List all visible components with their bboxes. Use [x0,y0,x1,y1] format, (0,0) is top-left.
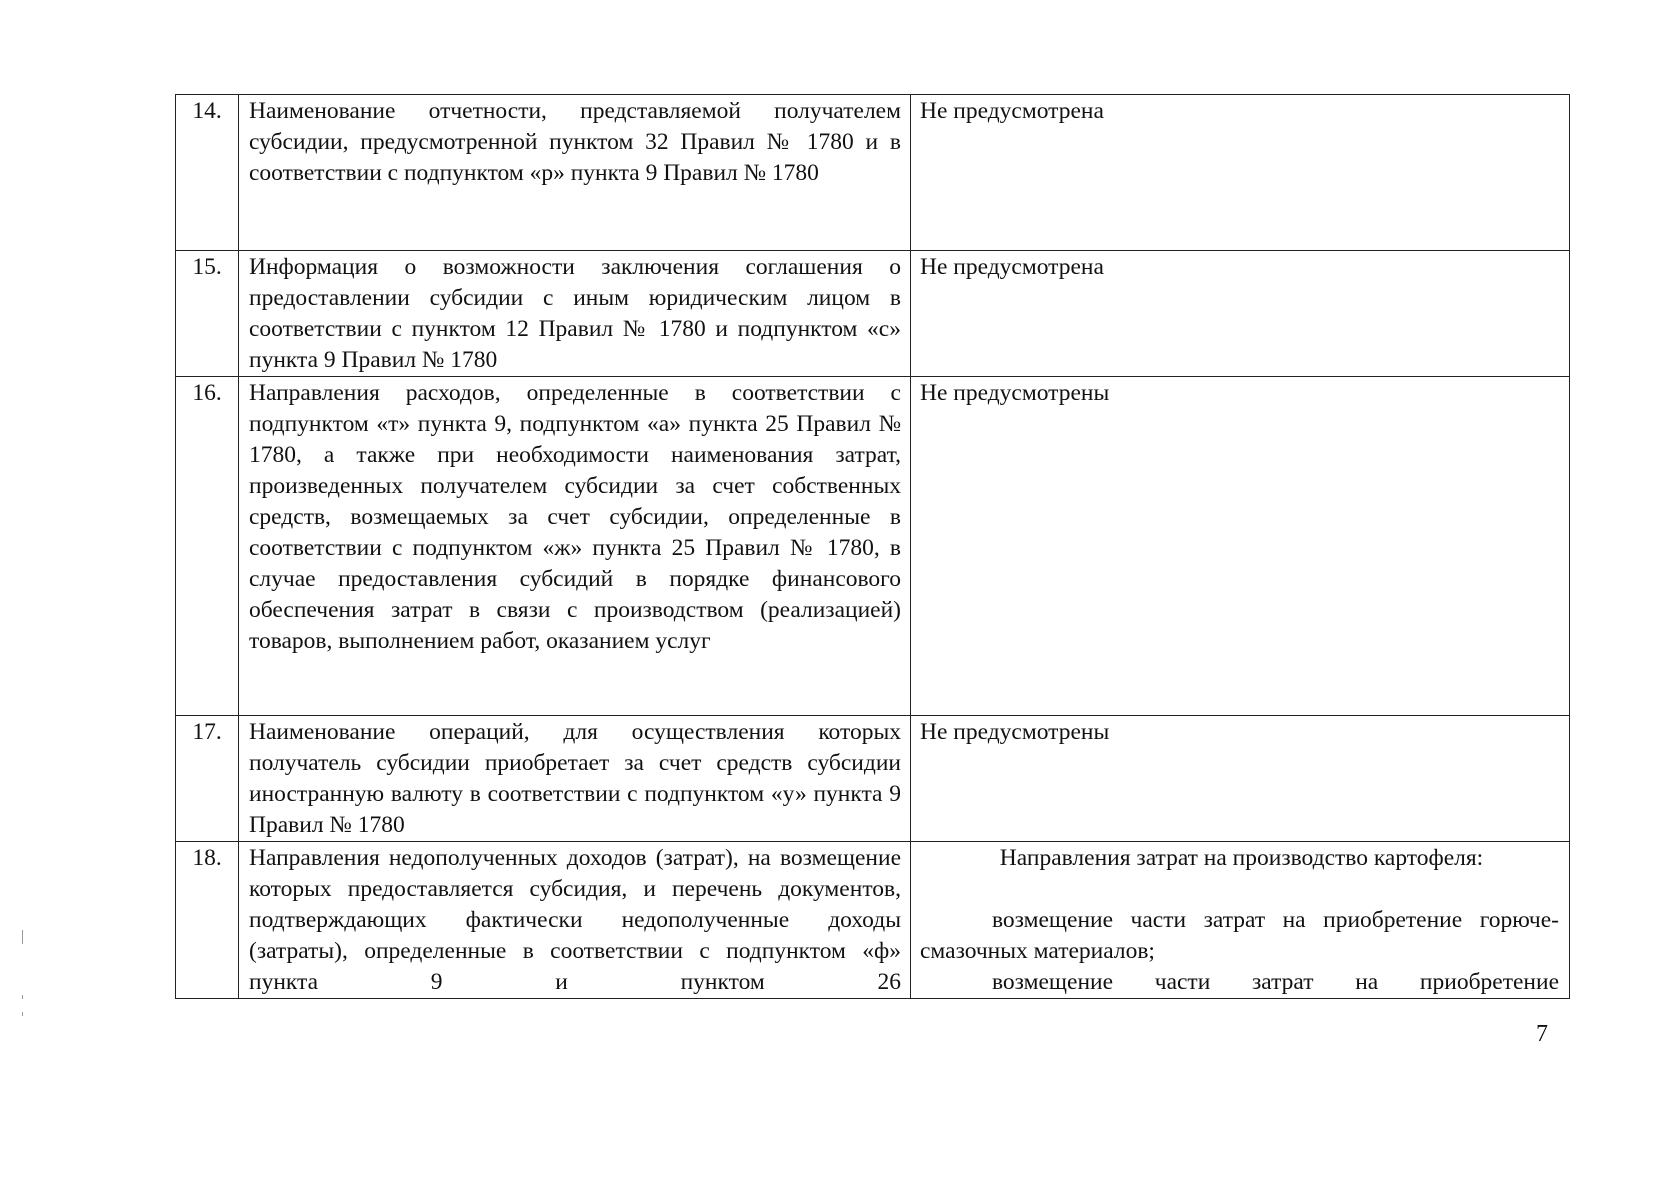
table-row [176,95,1570,251]
row-description [239,251,911,377]
page-number: 7 [1536,1021,1548,1047]
value-spacer [920,874,1559,905]
row-number: 16. [176,377,239,716]
scan-margin-mark [22,930,23,944]
row-description [239,716,911,842]
table-row [176,251,1570,377]
table-row [176,716,1570,842]
row-value: Не предусмотрены [911,377,1570,716]
row-description [239,842,911,999]
table-row [176,377,1570,716]
row-number: 15. [176,251,239,377]
requirements-table [175,94,1570,999]
row-description [239,95,911,251]
description-text: Наименование отчетности, представляемой получателем субсидии, предусмотренной пунктом 32 Правил № 1780 и в соответствии с подпунктом «р» пункта 9 Правил № 1780 [249,98,901,186]
description-text: Информация о возможности заключения соглашения о предоставлении субсидии с иным юридическим лицом в соответствии с пунктом 12 Правил № 1780 и подпунктом «с» пункта 9 Правил № 1780 [249,254,901,373]
row-value: Не предусмотрены [911,716,1570,842]
description-text: Наименование операций, для осуществления которых получатель субсидии приобретает за счет средств субсидии иностранную валюту в соответствии с подпунктом «у» пункта 9 Правил № 1780 [249,719,901,838]
table-row [176,842,1570,999]
value-heading: Направления затрат на производство картофеля: [999,845,1484,871]
row-number: 18. [176,842,239,999]
row-number: 17. [176,716,239,842]
scan-margin-mark [22,995,23,999]
value-list-item: возмещение части затрат на приобретение [992,969,1559,995]
row-value: Не предусмотрена [911,251,1570,377]
row-number: 14. [176,95,239,251]
scan-margin-mark [22,1012,23,1016]
description-text: Направления расходов, определенные в соответствии с подпунктом «т» пункта 9, подпунктом «а» пункта 25 Правил № 1780, а также при необходимости наименования затрат, произведенных получателем субсидии за счет собственных средств, возмещаемых за счет субсидии, определенные в соответствии с подпунктом «ж» пункта 25 Правил № 1780, в случае предоставления субсидий в порядке финансового обеспечения затрат в связи с производством (реализацией) товаров, выполнением работ, оказанием услуг [249,380,901,654]
row-description [239,377,911,716]
description-text: Направления недополученных доходов (затрат), на возмещение которых предоставляется субсидия, и перечень документов, подтверждающих фактически недополученные доходы (затраты), определенные в соответствии с подпунктом «ф» пункта 9 и пунктом 26 [249,845,901,995]
value-list-item: возмещение части затрат на приобретение горюче-смазочных материалов; [920,907,1559,964]
row-value: Не предусмотрена [911,95,1570,251]
row-value [911,842,1570,999]
